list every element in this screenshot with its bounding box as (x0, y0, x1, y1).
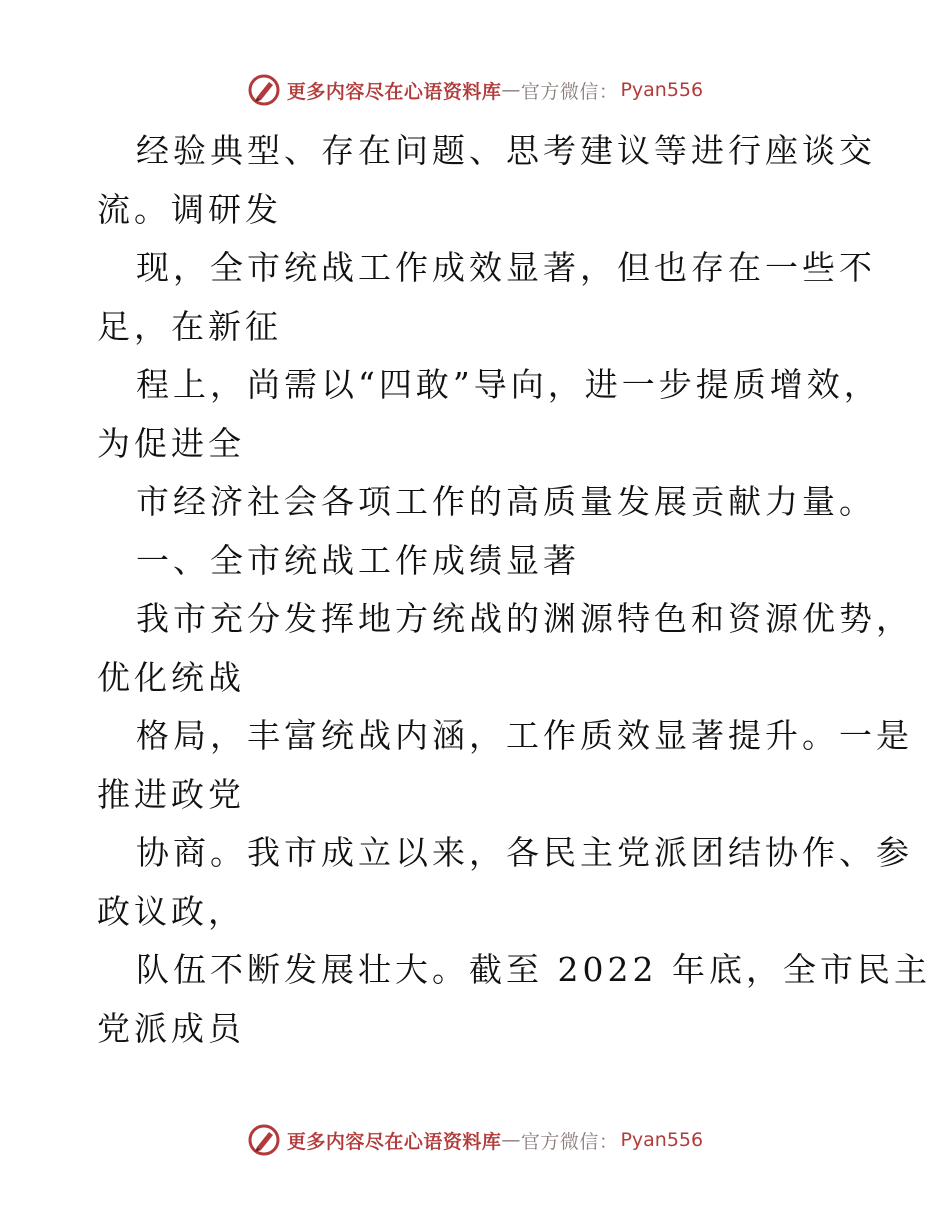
text-line: 政议政， (97, 891, 245, 931)
text-line: 格局，丰富统战内涵，工作质效显著提升。一是 (136, 716, 913, 755)
document-body (97, 122, 931, 1058)
text-line: 市经济社会各项工作的高质量发展贡献力量。 (136, 482, 876, 521)
text-line: 现，全市统战工作成效显著，但也存在一些不 (136, 248, 876, 287)
text-line: 协商。我市成立以来，各民主党派团结协作、参 (136, 833, 913, 872)
watermark-id: Pyan556 (620, 79, 704, 101)
text-line: 足，在新征 (97, 306, 282, 346)
text-line: 党派成员 (97, 1008, 245, 1048)
watermark-id: Pyan556 (620, 1129, 704, 1151)
text-line: 我市充分发挥地方统战的渊源特色和资源优势， (136, 599, 913, 638)
watermark-dash: — (501, 79, 521, 101)
watermark-main-text: 更多内容尽在心语资料库 (286, 1130, 502, 1153)
watermark-footer (0, 1120, 950, 1160)
text-line: 一、全市统战工作成绩显著 (136, 540, 580, 580)
text-line: 为促进全 (97, 423, 245, 463)
pen-logo-icon (247, 73, 281, 107)
watermark-label: 官方微信： (520, 1130, 619, 1153)
text-line: 流。调研发 (97, 189, 282, 229)
text-line: 优化统战 (97, 657, 245, 697)
watermark-header (0, 70, 950, 110)
text-line: 程上，尚需以“四敢”导向，进一步提质增效， (136, 365, 881, 404)
text-line: 推进政党 (97, 774, 245, 814)
pen-logo-icon (247, 1123, 281, 1157)
watermark-label: 官方微信： (520, 80, 619, 103)
text-line: 队伍不断发展壮大。截至 2022 年底，全市民主 (136, 950, 931, 989)
text-line: 经验典型、存在问题、思考建议等进行座谈交 (136, 131, 876, 170)
watermark-main-text: 更多内容尽在心语资料库 (286, 80, 502, 103)
watermark-dash: — (501, 1129, 521, 1151)
